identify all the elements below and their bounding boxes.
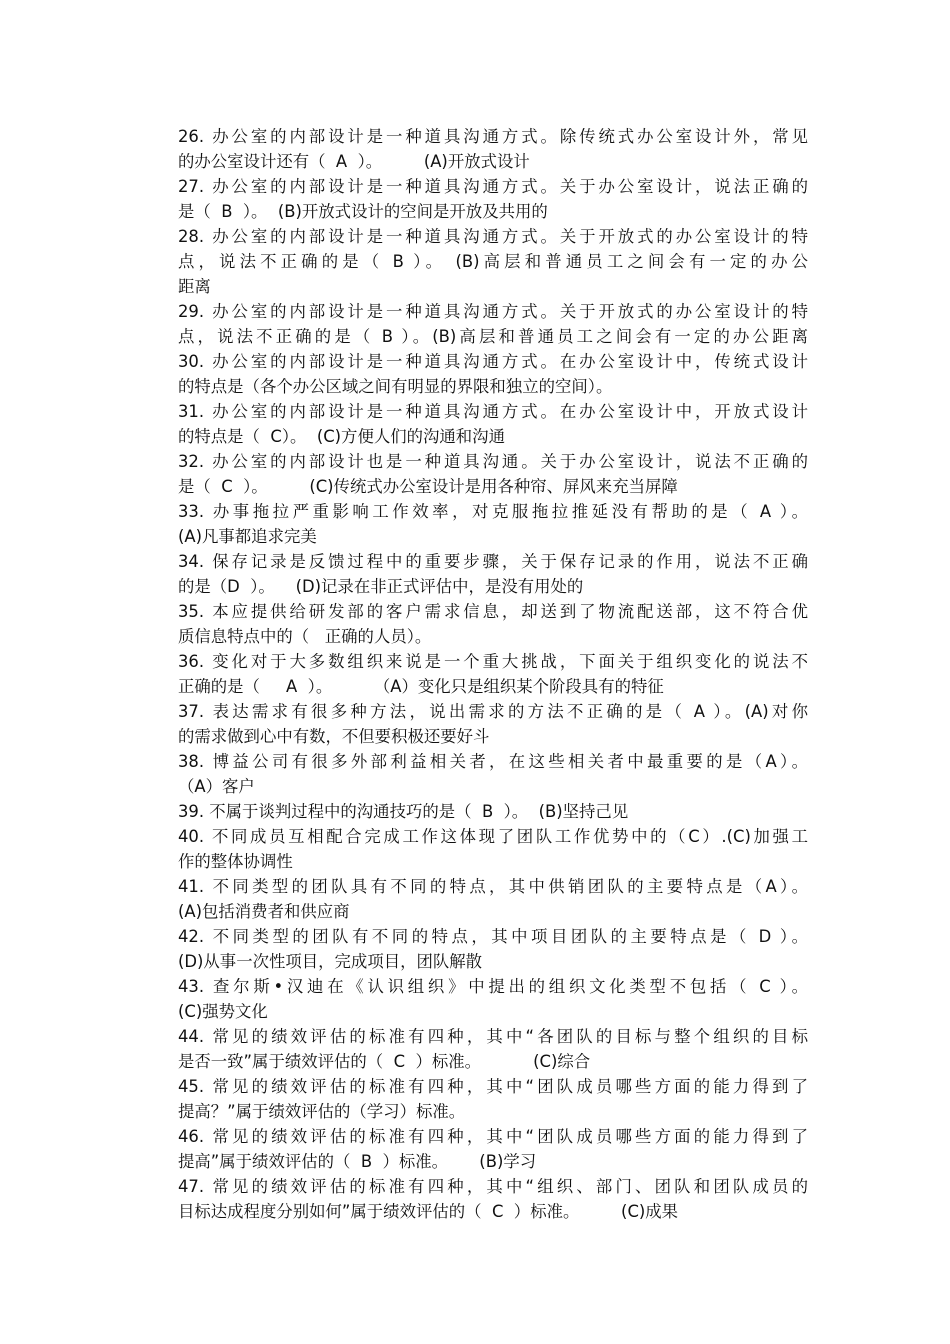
text-line: 46. 常见的绩效评估的标准有四种，其中“团队成员哪些方面的能力得到了 [178, 1127, 808, 1146]
text-line: 提高”属于绩效评估的（ B ）标准。 (B)学习 [178, 1152, 537, 1171]
text-line: 的办公室设计还有（ A ）。 (A)开放式设计 [178, 152, 530, 171]
text-line: (D)从事一次性项目，完成项目，团队解散 [178, 952, 483, 971]
text-line: 的特点是（ C）。 (C)方便人们的沟通和沟通 [178, 427, 505, 446]
text-line: 42. 不同类型的团队有不同的特点，其中项目团队的主要特点是（ D ）。 [178, 927, 808, 946]
text-line: 质信息特点中的（ 正确的人员）。 [178, 627, 432, 646]
text-line: 45. 常见的绩效评估的标准有四种，其中“团队成员哪些方面的能力得到了 [178, 1077, 808, 1096]
text-line: 的需求做到心中有数，不但要积极还要好斗 [178, 727, 490, 746]
text-line: 41. 不同类型的团队具有不同的特点，其中供销团队的主要特点是（A）。 [178, 877, 808, 896]
text-line: 44. 常见的绩效评估的标准有四种，其中“各团队的目标与整个组织的目标 [178, 1027, 808, 1046]
text-line: 正确的是（ A ）。 （A）变化只是组织某个阶段具有的特征 [178, 677, 664, 696]
text-line: （A）客户 [178, 777, 255, 796]
text-line: 39. 不属于谈判过程中的沟通技巧的是（ B ）。 (B)坚持己见 [178, 802, 629, 821]
text-line: (A)凡事都追求完美 [178, 527, 317, 546]
text-line: 作的整体协调性 [178, 852, 293, 871]
text-line: 37. 表达需求有很多种方法，说出需求的方法不正确的是（ A ）。(A)对你 [178, 702, 808, 721]
text-line: 40. 不同成员互相配合完成工作这体现了团队工作优势中的（C）.(C)加强工 [178, 827, 808, 846]
text-line: 43. 查尔斯•汉迪在《认识组织》中提出的组织文化类型不包括（ C ）。 [178, 977, 808, 996]
document-page [178, 124, 808, 1224]
text-line: 是否一致”属于绩效评估的（ C ）标准。 (C)综合 [178, 1052, 591, 1071]
text-line: 26. 办公室的内部设计是一种道具沟通方式。除传统式办公室设计外，常见 [178, 127, 808, 146]
text-line: 36. 变化对于大多数组织来说是一个重大挑战，下面关于组织变化的说法不 [178, 652, 808, 671]
text-line: 的特点是（各个办公区域之间有明显的界限和独立的空间）。 [178, 377, 613, 396]
text-line: 28. 办公室的内部设计是一种道具沟通方式。关于开放式的办公室设计的特 [178, 227, 808, 246]
text-line: 47. 常见的绩效评估的标准有四种，其中“组织、部门、团队和团队成员的 [178, 1177, 808, 1196]
text-line: (A)包括消费者和供应商 [178, 902, 350, 921]
text-line: 27. 办公室的内部设计是一种道具沟通方式。关于办公室设计，说法正确的 [178, 177, 808, 196]
text-line: 30. 办公室的内部设计是一种道具沟通方式。在办公室设计中，传统式设计 [178, 352, 808, 371]
text-line: 31. 办公室的内部设计是一种道具沟通方式。在办公室设计中，开放式设计 [178, 402, 808, 421]
text-line: 32. 办公室的内部设计也是一种道具沟通。关于办公室设计，说法不正确的 [178, 452, 808, 471]
text-line: 目标达成程度分别如何”属于绩效评估的（ C ）标准。 (C)成果 [178, 1202, 679, 1221]
text-line: (C)强势文化 [178, 1002, 268, 1021]
text-line: 提高？”属于绩效评估的（学习）标准。 [178, 1102, 466, 1121]
text-line: 距离 [178, 277, 211, 296]
text-line: 33. 办事拖拉严重影响工作效率，对克服拖拉推延没有帮助的是（ A ）。 [178, 502, 808, 521]
text-line: 34. 保存记录是反馈过程中的重要步骤，关于保存记录的作用，说法不正确 [178, 552, 808, 571]
text-line: 是（ B ）。 (B)开放式设计的空间是开放及共用的 [178, 202, 548, 221]
text-line: 是（ C ）。 (C)传统式办公室设计是用各种帘、屏风来充当屏障 [178, 477, 678, 496]
text-line: 的是（D ）。 (D)记录在非正式评估中，是没有用处的 [178, 577, 584, 596]
text-line: 38. 博益公司有很多外部利益相关者，在这些相关者中最重要的是（A）。 [178, 752, 808, 771]
text-line: 35. 本应提供给研发部的客户需求信息，却送到了物流配送部，这不符合优 [178, 602, 808, 621]
text-line: 29. 办公室的内部设计是一种道具沟通方式。关于开放式的办公室设计的特 [178, 302, 808, 321]
text-line: 点，说法不正确的是（ B ）。(B)高层和普通员工之间会有一定的办公距离 [178, 327, 808, 346]
text-line: 点，说法不正确的是（ B ）。 (B)高层和普通员工之间会有一定的办公 [178, 252, 808, 271]
